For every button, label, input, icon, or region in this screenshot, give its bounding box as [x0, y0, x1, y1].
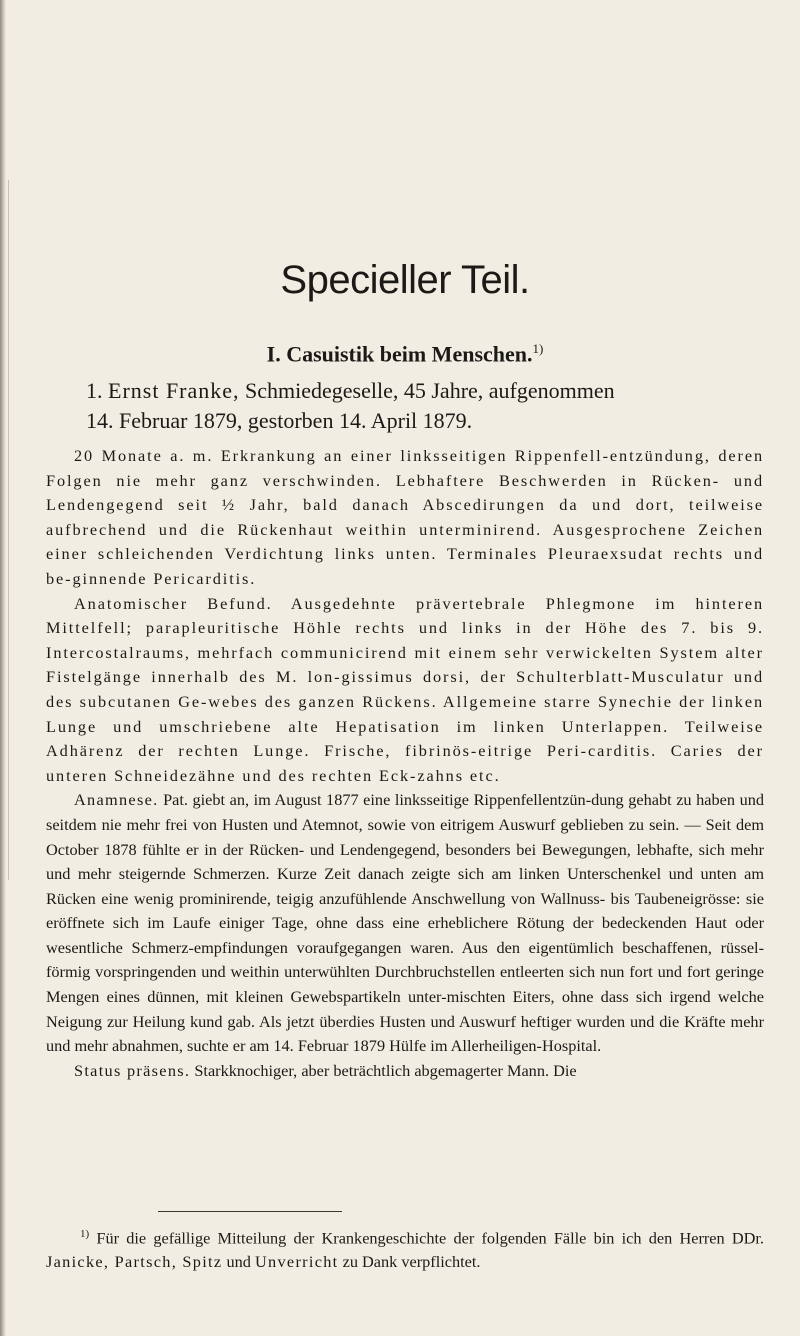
status-heading: Status präsens. — [74, 1060, 191, 1080]
footnote-names: Janicke, Partsch, Spitz — [46, 1252, 223, 1272]
footnote — [46, 1222, 764, 1274]
footnote-text-before: Für die gefällige Mitteilung der Krankengeschichte der folgenden Fälle bin ich den Herren DDr. — [96, 1228, 765, 1248]
footnote-reference: 1) — [532, 341, 544, 356]
section-label: I. Casuistik beim Menschen. — [266, 341, 533, 367]
footnote-last-name: Unverricht — [254, 1252, 339, 1272]
section-heading — [46, 335, 764, 368]
footnote-divider — [158, 1211, 342, 1212]
page-edge-shadow — [0, 0, 6, 1336]
patient-name: Ernst Franke, — [108, 378, 240, 403]
status-paragraph — [46, 1059, 764, 1084]
case-heading-line-1 — [46, 376, 764, 406]
status-text: Starkknochiger, aber beträchtlich abgemagerter Mann. Die — [194, 1060, 577, 1080]
history-paragraph: 20 Monate a. m. Erkrankung an einer linksseitigen Rippenfell-entzündung, deren Folgen nie mehr ganz verschwinden. Lebhaftere Beschwerden in Rücken- und Lendengegend seit ½ Jahr, bald danach Abscedirungen da und dort, teilweise aufbrechend und die Rückenhaut weithin unterminirend. Ausgesprochene Zeichen einer schleichenden Verdichtung links unten. Terminales Pleuraexsudat rechts und be-ginnende Pericarditis. — [46, 446, 764, 588]
footnote-marker: 1) — [80, 1228, 90, 1240]
body-text — [46, 444, 764, 1083]
case-heading-rest: Schmiedegeselle, 45 Jahre, aufgenommen — [245, 378, 615, 403]
case-heading — [46, 376, 764, 436]
anamnesis-paragraph — [46, 788, 764, 1059]
anamnesis-text: Pat. giebt an, im August 1877 eine linksseitige Rippenfellentzün-dung gehabt zu haben und seitdem nie mehr frei von Husten und Atemnot, sowie von eitrigem Auswurf geblieben zu sein. — Seit dem October 1878 fühlte er in der Rücken- und Lendengegend, besonders bei Bewegungen, lebhafte, sich mehr und mehr steigernde Schmerzen. Kurze Zeit danach zeigte sich am linken Unterschenkel und unten am Rücken eine wenig prominirende, teigig anzufühlende Anschwellung von Wallnuss- bis Taubeneigrösse: sie eröffnete sich im Laufe einiger Tage, ohne dass eine erheblichere Rötung der bedeckenden Haut oder wesentliche Schmerz-empfindungen voraufgegangen waren. Aus den eigentümlich beschaffenen, rüssel-förmig vorspringenden und weithin unterwühlten Durchbruchstellen entleerten sich nun fort und fort geringe Mengen eines dünnen, mit kleinen Gewebspartikeln unter-mischten Eiters, ohne dass sich irgend welche Neigung zur Heilung kund gab. Als jetzt überdies Husten und Auswurf heftiger wurden und die Kräfte mehr und mehr abnahmen, suchte er am 14. Februar 1879 Hülfe im Allerheiligen-Hospital. — [46, 790, 764, 1056]
case-heading-line-2: 14. Februar 1879, gestorben 14. April 1879. — [86, 408, 473, 433]
footnote-connector: und — [226, 1252, 251, 1272]
page-edge-line — [8, 180, 9, 880]
case-number: 1. — [86, 378, 103, 403]
chapter-title: Specieller Teil. — [280, 258, 530, 302]
footnote-text-after: zu Dank verpflichtet. — [342, 1252, 481, 1272]
anamnesis-heading: Anamnese. — [74, 790, 159, 810]
anatomy-paragraph: Anatomischer Befund. Ausgedehnte prävertebrale Phlegmone im hinteren Mittelfell; parapleuritische Höhle rechts und links in der Höhe des 7. bis 9. Intercostalraums, mehrfach communicirend mit einem sehr verwickelten System alter Fistelgänge innerhalb des M. lon-gissimus dorsi, der Schulterblatt-Musculatur und des subcutanen Ge-webes des ganzen Rückens. Allgemeine starre Synechie der linken Lunge und umschriebene alte Hepatisation im linken Unterlappen. Teilweise Adhärenz der rechten Lunge. Frische, fibrinös-eitrige Peri-carditis. Caries der unteren Schneidezähne und des rechten Eck-zahns etc. — [46, 593, 764, 785]
